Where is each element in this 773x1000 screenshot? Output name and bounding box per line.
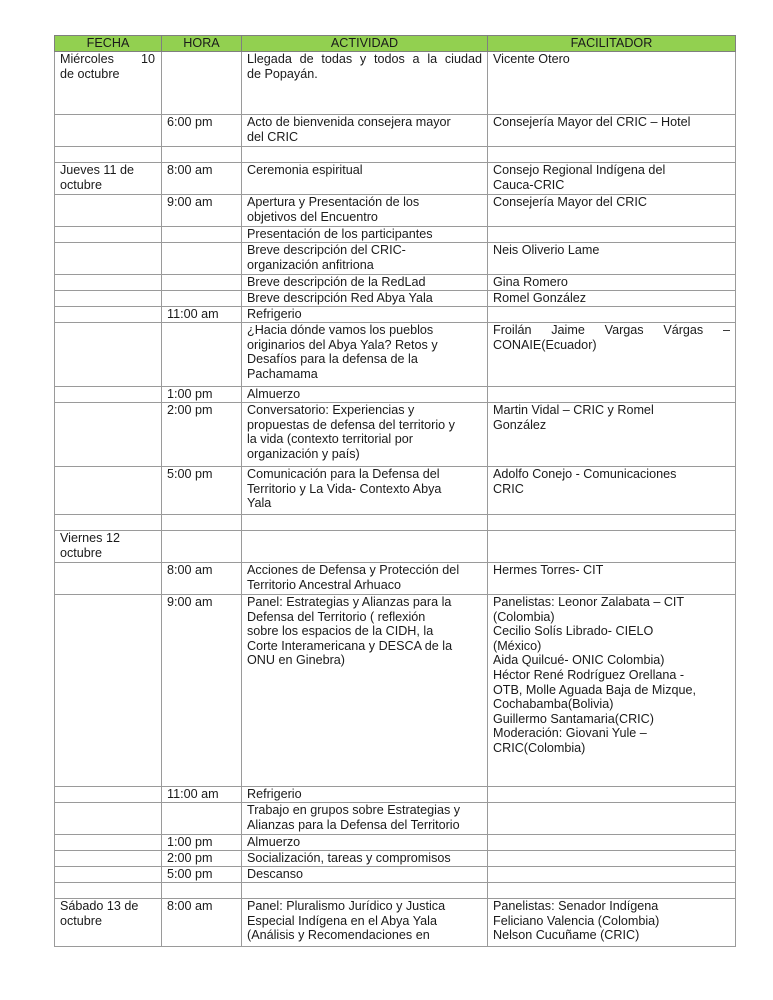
actividad-text: Breve descripción Red Abya Yala	[247, 291, 433, 305]
actividad-text: Refrigerio	[247, 307, 302, 321]
actividad-cell	[242, 227, 488, 243]
actividad-text: Conversatorio: Experiencias y	[247, 403, 415, 417]
header-fecha: FECHA	[55, 36, 162, 52]
fecha-text: octubre	[60, 177, 103, 192]
table-row	[55, 467, 736, 515]
fecha-text: Sábado 13 de	[60, 899, 139, 913]
hora-text: 2:00 pm	[167, 851, 213, 865]
hora-text: 5:00 pm	[167, 467, 213, 481]
actividad-text: Comunicación para la Defensa del	[247, 467, 440, 481]
hora-cell	[162, 835, 242, 851]
fecha-text: octubre	[60, 913, 103, 928]
fecha-cell	[55, 227, 162, 243]
facilitador-text: Panelistas: Leonor Zalabata – CIT	[493, 595, 685, 609]
table-row	[55, 115, 736, 147]
facilitador-text: (México)	[493, 638, 542, 653]
agenda-body	[55, 52, 736, 947]
hora-text: 9:00 am	[167, 595, 213, 609]
actividad-text: Almuerzo	[247, 835, 301, 849]
table-row	[55, 52, 736, 115]
fecha-cell	[55, 243, 162, 275]
fecha-cell	[55, 147, 162, 163]
fecha-cell	[55, 531, 162, 563]
fecha-cell	[55, 52, 162, 115]
agenda-table	[54, 35, 736, 947]
hora-text: 8:00 am	[167, 899, 213, 913]
actividad-text: propuestas de defensa del territorio y	[247, 417, 455, 432]
facilitador-text: CRIC	[493, 481, 524, 496]
hora-text: 6:00 pm	[167, 115, 213, 129]
fecha-text: 10	[140, 52, 155, 66]
facilitador-text: Consejería Mayor del CRIC – Hotel	[493, 115, 691, 129]
table-row	[55, 867, 736, 883]
hora-cell	[162, 467, 242, 515]
hora-text: 1:00 pm	[167, 387, 213, 401]
actividad-cell	[242, 307, 488, 323]
hora-cell	[162, 227, 242, 243]
table-row	[55, 275, 736, 291]
header-hora: HORA	[162, 36, 242, 52]
facilitador-text: Moderación: Giovani Yule –	[493, 726, 647, 741]
actividad-cell	[242, 403, 488, 467]
fecha-cell	[55, 403, 162, 467]
facilitador-text: CONAIE(Ecuador)	[493, 337, 597, 352]
actividad-text: Desafíos para la defensa de la	[247, 352, 418, 367]
facilitador-cell	[488, 899, 736, 947]
header-actividad: ACTIVIDAD	[242, 36, 488, 52]
facilitador-text: Guillermo Santamaria(CRIC)	[493, 711, 654, 726]
facilitador-text: Romel González	[493, 291, 587, 305]
actividad-text: ¿Hacia dónde vamos los pueblos	[247, 323, 434, 337]
facilitador-text: Panelistas: Senador Indígena	[493, 899, 659, 913]
hora-text: 9:00 am	[167, 195, 213, 209]
actividad-cell	[242, 851, 488, 867]
table-row	[55, 595, 736, 787]
actividad-text: Especial Indígena en el Abya Yala	[247, 913, 437, 928]
actividad-cell	[242, 515, 488, 531]
fecha-cell	[55, 883, 162, 899]
facilitador-text: Cauca-CRIC	[493, 177, 565, 192]
facilitador-cell	[488, 387, 736, 403]
facilitador-cell	[488, 403, 736, 467]
table-row	[55, 227, 736, 243]
facilitador-text: Cochabamba(Bolivia)	[493, 697, 614, 712]
actividad-cell	[242, 883, 488, 899]
facilitador-cell	[488, 467, 736, 515]
table-row	[55, 307, 736, 323]
table-row	[55, 787, 736, 803]
actividad-text: organización y país)	[247, 446, 360, 461]
actividad-cell	[242, 115, 488, 147]
actividad-text: Defensa del Territorio ( reflexión	[247, 609, 426, 624]
actividad-text: Panel: Estrategias y Alianzas para la	[247, 595, 452, 609]
facilitador-cell	[488, 243, 736, 275]
table-row	[55, 563, 736, 595]
table-row	[55, 899, 736, 947]
hora-text: 2:00 pm	[167, 403, 213, 417]
actividad-cell	[242, 163, 488, 195]
fecha-cell	[55, 307, 162, 323]
hora-cell	[162, 243, 242, 275]
table-row	[55, 835, 736, 851]
actividad-text: Refrigerio	[247, 787, 302, 801]
facilitador-cell	[488, 595, 736, 787]
actividad-text: la vida (contexto territorial por	[247, 432, 413, 447]
fecha-cell	[55, 115, 162, 147]
table-row	[55, 195, 736, 227]
actividad-text: ONU en Ginebra)	[247, 653, 345, 668]
actividad-text: Territorio Ancestral Arhuaco	[247, 577, 401, 592]
facilitador-text: Nelson Cucuñame (CRIC)	[493, 928, 640, 943]
actividad-text: originarios del Abya Yala? Retos y	[247, 337, 438, 352]
fecha-text: de octubre	[60, 66, 120, 81]
hora-text: 8:00 am	[167, 563, 213, 577]
facilitador-text: Cecilio Solís Librado- CIELO	[493, 624, 654, 639]
hora-cell	[162, 52, 242, 115]
facilitador-cell	[488, 147, 736, 163]
fecha-cell	[55, 323, 162, 387]
facilitador-text: Adolfo Conejo - Comunicaciones	[493, 467, 677, 481]
facilitador-text: Feliciano Valencia (Colombia)	[493, 913, 660, 928]
fecha-cell	[55, 563, 162, 595]
table-row	[55, 403, 736, 467]
facilitador-cell	[488, 883, 736, 899]
fecha-cell	[55, 515, 162, 531]
table-row	[55, 531, 736, 563]
table-row	[55, 803, 736, 835]
actividad-text: Acciones de Defensa y Protección del	[247, 563, 460, 577]
facilitador-cell	[488, 115, 736, 147]
fecha-cell	[55, 275, 162, 291]
hora-text: 11:00 am	[167, 307, 219, 321]
actividad-cell	[242, 899, 488, 947]
fecha-text: Viernes 12	[60, 531, 120, 545]
table-row	[55, 163, 736, 195]
facilitador-cell	[488, 227, 736, 243]
actividad-cell	[242, 803, 488, 835]
facilitador-text: CRIC(Colombia)	[493, 740, 586, 755]
actividad-cell	[242, 387, 488, 403]
facilitador-cell	[488, 563, 736, 595]
facilitador-text: Consejo Regional Indígena del	[493, 163, 666, 177]
actividad-text: Corte Interamericana y DESCA de la	[247, 638, 453, 653]
fecha-text: Jueves 11 de	[60, 163, 134, 177]
facilitador-text: Héctor René Rodríguez Orellana -	[493, 667, 685, 682]
hora-cell	[162, 803, 242, 835]
actividad-text: objetivos del Encuentro	[247, 209, 378, 224]
actividad-cell	[242, 291, 488, 307]
table-row	[55, 147, 736, 163]
actividad-text: Ceremonia espiritual	[247, 163, 363, 177]
actividad-cell	[242, 563, 488, 595]
fecha-cell	[55, 467, 162, 515]
actividad-text: Pachamama	[247, 366, 318, 381]
table-row	[55, 883, 736, 899]
hora-cell	[162, 307, 242, 323]
actividad-cell	[242, 52, 488, 115]
hora-text: 5:00 pm	[167, 867, 213, 881]
actividad-cell	[242, 243, 488, 275]
facilitador-text: Aida Quilcué- ONIC Colombia)	[493, 653, 665, 668]
facilitador-text: Neis Oliverio Lame	[493, 243, 600, 257]
facilitador-cell	[488, 515, 736, 531]
hora-cell	[162, 787, 242, 803]
hora-cell	[162, 115, 242, 147]
actividad-text: organización anfitriona	[247, 257, 374, 272]
actividad-text: de Popayán.	[247, 66, 318, 81]
actividad-text: Descanso	[247, 867, 304, 881]
table-row	[55, 515, 736, 531]
actividad-text: Yala	[247, 496, 272, 511]
actividad-text: Alianzas para la Defensa del Territorio	[247, 817, 460, 832]
facilitador-text: Hermes Torres- CIT	[493, 563, 604, 577]
actividad-text: Llegada de todas y todos a la ciudad	[247, 52, 482, 66]
header-row	[55, 36, 736, 52]
facilitador-text: Froilán Jaime Vargas Várgas –	[493, 323, 730, 337]
actividad-text: del CRIC	[247, 129, 299, 144]
actividad-text: Panel: Pluralismo Jurídico y Justica	[247, 899, 446, 913]
actividad-cell	[242, 275, 488, 291]
hora-cell	[162, 195, 242, 227]
hora-cell	[162, 899, 242, 947]
actividad-text: Almuerzo	[247, 387, 301, 401]
table-row	[55, 243, 736, 275]
fecha-cell	[55, 291, 162, 307]
fecha-cell	[55, 787, 162, 803]
actividad-cell	[242, 867, 488, 883]
facilitador-cell	[488, 291, 736, 307]
actividad-cell	[242, 323, 488, 387]
facilitador-cell	[488, 323, 736, 387]
actividad-text: Breve descripción del CRIC-	[247, 243, 406, 257]
facilitador-text: Consejería Mayor del CRIC	[493, 195, 647, 209]
hora-cell	[162, 403, 242, 467]
fecha-cell	[55, 195, 162, 227]
hora-cell	[162, 851, 242, 867]
actividad-text: Socialización, tareas y compromisos	[247, 851, 451, 865]
facilitador-cell	[488, 787, 736, 803]
hora-text: 1:00 pm	[167, 835, 213, 849]
hora-cell	[162, 563, 242, 595]
actividad-text: Breve descripción de la RedLad	[247, 275, 426, 289]
actividad-text: Apertura y Presentación de los	[247, 195, 420, 209]
actividad-cell	[242, 787, 488, 803]
facilitador-cell	[488, 307, 736, 323]
fecha-cell	[55, 595, 162, 787]
hora-cell	[162, 275, 242, 291]
facilitador-cell	[488, 851, 736, 867]
actividad-text: Territorio y La Vida- Contexto Abya	[247, 481, 442, 496]
hora-text: 11:00 am	[167, 787, 219, 801]
actividad-cell	[242, 835, 488, 851]
facilitador-text: Gina Romero	[493, 275, 568, 289]
actividad-cell	[242, 595, 488, 787]
actividad-text: (Análisis y Recomendaciones en	[247, 928, 430, 943]
facilitador-cell	[488, 803, 736, 835]
hora-cell	[162, 883, 242, 899]
hora-cell	[162, 867, 242, 883]
hora-cell	[162, 163, 242, 195]
hora-cell	[162, 323, 242, 387]
facilitador-cell	[488, 867, 736, 883]
facilitador-text: (Colombia)	[493, 609, 555, 624]
fecha-cell	[55, 867, 162, 883]
table-row	[55, 387, 736, 403]
hora-cell	[162, 515, 242, 531]
hora-cell	[162, 387, 242, 403]
facilitador-text: González	[493, 417, 547, 432]
facilitador-cell	[488, 52, 736, 115]
fecha-text: octubre	[60, 545, 103, 560]
facilitador-cell	[488, 275, 736, 291]
header-facilitador: FACILITADOR	[488, 36, 736, 52]
fecha-text: Miércoles	[60, 52, 114, 66]
fecha-cell	[55, 803, 162, 835]
actividad-cell	[242, 531, 488, 563]
facilitador-cell	[488, 531, 736, 563]
fecha-cell	[55, 851, 162, 867]
fecha-cell	[55, 387, 162, 403]
hora-cell	[162, 291, 242, 307]
facilitador-text: OTB, Molle Aguada Baja de Mizque,	[493, 682, 697, 697]
actividad-text: sobre los espacios de la CIDH, la	[247, 624, 434, 639]
table-row	[55, 323, 736, 387]
hora-cell	[162, 531, 242, 563]
facilitador-cell	[488, 163, 736, 195]
actividad-cell	[242, 467, 488, 515]
actividad-cell	[242, 195, 488, 227]
facilitador-cell	[488, 835, 736, 851]
fecha-cell	[55, 899, 162, 947]
facilitador-text: Martin Vidal – CRIC y Romel	[493, 403, 654, 417]
fecha-cell	[55, 163, 162, 195]
actividad-text: Presentación de los participantes	[247, 227, 433, 241]
actividad-text: Acto de bienvenida consejera mayor	[247, 115, 451, 129]
facilitador-text: Vicente Otero	[493, 52, 570, 66]
table-row	[55, 291, 736, 307]
table-row	[55, 851, 736, 867]
hora-cell	[162, 147, 242, 163]
facilitador-cell	[488, 195, 736, 227]
actividad-cell	[242, 147, 488, 163]
hora-text: 8:00 am	[167, 163, 213, 177]
hora-cell	[162, 595, 242, 787]
actividad-text: Trabajo en grupos sobre Estrategias y	[247, 803, 461, 817]
fecha-cell	[55, 835, 162, 851]
